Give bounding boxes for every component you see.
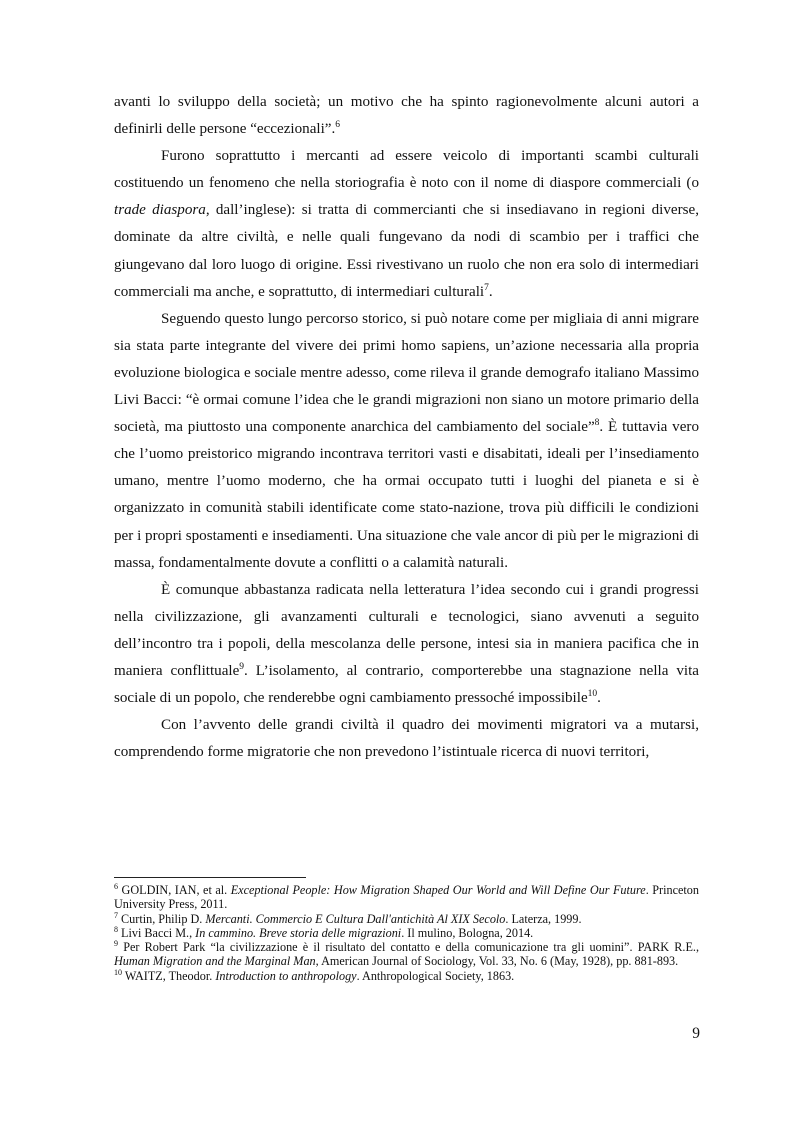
footnote-6 — [114, 883, 699, 912]
paragraph-text: Con l’avvento delle grandi civiltà il quadro dei movimenti migratori va a mutarsi, comprendendo forme migratorie che non prevedono l’istintuale ricerca di nuovi territori, — [114, 717, 699, 761]
paragraph-5 — [114, 712, 699, 766]
footnote-text: GOLDIN, IAN, et al. — [118, 883, 231, 897]
paragraph-text: Furono soprattutto i mercanti ad essere veicolo di importanti scambi culturali costituendo un fenomeno che nella storiografia è noto con il nome di diaspore commerciali (o — [114, 148, 699, 192]
paragraph-text: . L’isolamento, al contrario, comporterebbe una stagnazione nella vita sociale di un popolo, che renderebbe ogni cambiamento pressoché impossibile — [114, 662, 699, 707]
footnote-number: 7 — [114, 910, 118, 920]
footnote-text: Livi Bacci M., — [118, 925, 196, 940]
footnote-title: Exceptional People: How Migration Shaped Our World and Will Define Our Future — [230, 883, 646, 897]
footnote-number: 8 — [114, 924, 118, 934]
paragraph-1 — [114, 89, 699, 143]
paragraph-text: È comunque abbastanza radicata nella letteratura l’idea secondo cui i grandi progressi nella civilizzazione, gli avanzamenti culturali e tecnologici, siano avvenuti a seguito dell’incontro tra i popoli, della mescolanza delle persone, intesi sia in maniera pacifica che in maniera conflittuale — [114, 581, 699, 679]
paragraph-3 — [114, 306, 699, 577]
footnote-text: WAITZ, Theodor. — [122, 968, 216, 983]
footnote-text: Curtin, Philip D. — [118, 911, 206, 926]
footnote-separator — [114, 877, 306, 878]
paragraph-text: . — [488, 283, 493, 300]
footnote-7 — [114, 912, 699, 926]
footnote-title: Introduction to anthropology — [215, 968, 357, 983]
paragraph-2 — [114, 143, 699, 306]
italic-term: trade diaspora — [114, 202, 206, 219]
footnote-text: Per Robert Park “la civilizzazione è il risultato del contatto e della comunicazione tra gli uomini”. PARK R.E., — [118, 940, 699, 955]
footnote-ref-9[interactable]: 9 — [239, 661, 245, 672]
main-text — [114, 89, 699, 766]
footnote-title: In cammino. Breve storia delle migrazioni — [195, 925, 402, 940]
page-number: 9 — [692, 1025, 700, 1042]
footnote-title: Human Migration and the Marginal Man, — [114, 954, 319, 969]
footnote-text: . Anthropological Society, 1863. — [356, 968, 515, 983]
footnote-ref-7[interactable]: 7 — [484, 282, 489, 293]
footnote-text: . Princeton University Press, 2011. — [114, 883, 699, 912]
footnote-text: American Journal of Sociology, Vol. 33, No. 6 (May, 1928), pp. 881-893. — [318, 954, 679, 969]
footnote-number: 9 — [114, 939, 118, 949]
paragraph-text: . — [597, 690, 601, 707]
paragraph-text: Seguendo questo lungo percorso storico, si può notare come per migliaia di anni migrare sia stata parte integrante del vivere dei primi homo sapiens, un’azione necessaria alla propria evoluzione biologica e sociale mentre adesso, come rileva il grande demografo italiano Massimo Livi Bacci: “è ormai comune l’idea che le grandi migrazioni non siano un motore primario della società, ma piuttosto una componente anarchica del cambiamento del sociale” — [114, 310, 699, 436]
footnote-ref-6[interactable]: 6 — [335, 120, 341, 131]
footnote-title: Mercanti. Commercio E Cultura Dall'antichità Al XIX Secolo — [205, 911, 506, 926]
paragraph-text: , dall’inglese): si tratta di commercianti che si insediavano in regioni diverse, dominate da altre civiltà, e nelle quali fungevano da nodi di scambio per i traffici che giungevano dal loro luogo di origine. Essi rivestivano un ruolo che non era solo di intermediari commerciali ma anche, e soprattutto, di intermediari culturali — [114, 202, 699, 300]
footnote-number: 10 — [114, 967, 122, 977]
paragraph-4 — [114, 577, 699, 712]
footnote-8 — [114, 926, 699, 940]
footnotes — [114, 883, 699, 983]
footnote-ref-10[interactable]: 10 — [587, 689, 598, 700]
footnote-text: . Laterza, 1999. — [505, 911, 582, 926]
footnote-number: 6 — [114, 881, 118, 891]
footnote-9 — [114, 940, 699, 969]
footnote-text: . Il mulino, Bologna, 2014. — [401, 925, 534, 940]
footnote-ref-8[interactable]: 8 — [594, 418, 600, 429]
paragraph-text: avanti lo sviluppo della società; un motivo che ha spinto ragionevolmente alcuni autori a definirli delle persone “eccezionali”. — [114, 94, 699, 138]
footnote-10 — [114, 969, 699, 983]
paragraph-text: . È tuttavia vero che l’uomo preistorico migrando incontrava territori vasti e disabitati, ideali per l’insediamento umano, mentre l’uomo moderno, che ha ormai occupato tutti i luoghi del pianeta e si è organizzato in comunità stabili identificate come stato-nazione, trova più difficili le condizioni per i propri spostamenti e insediamenti. Una situazione che vale ancor di più per le migrazioni di massa, fondamentalmente dovute a conflitti o a calamità naturali. — [114, 419, 699, 571]
